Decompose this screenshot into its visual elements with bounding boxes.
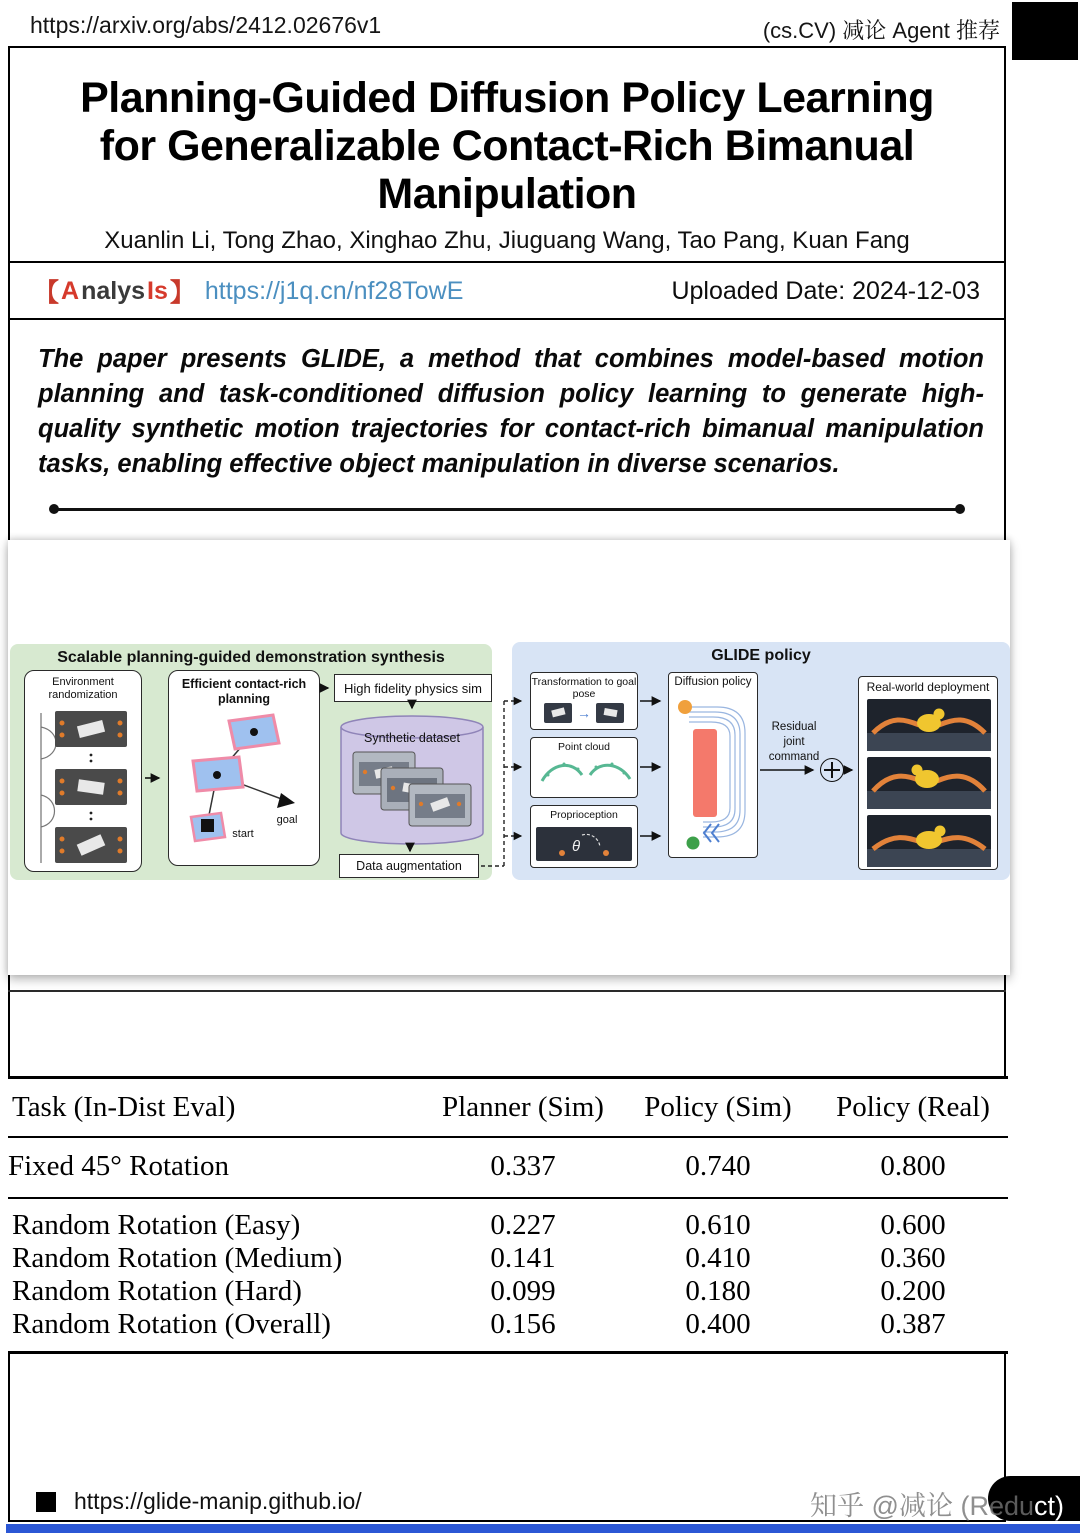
proprioception-label: Proprioception — [550, 809, 618, 821]
deployment-photo-3 — [867, 815, 991, 867]
arxiv-url[interactable]: https://arxiv.org/abs/2412.02676v1 — [30, 12, 382, 38]
diffusion-policy-illustration — [669, 693, 759, 857]
analysis-label — [34, 273, 463, 309]
row-policy-sim: 0.740 — [618, 1137, 818, 1198]
row-planner: 0.227 — [490, 1209, 556, 1241]
table-row — [8, 1275, 1008, 1308]
row-planner: 0.141 — [490, 1242, 556, 1274]
col-header-planner-sim: Planner (Sim) — [428, 1078, 618, 1138]
analysis-row — [8, 264, 1006, 318]
row-planner: 0.156 — [490, 1308, 556, 1340]
row-policy-sim: 0.610 — [685, 1209, 751, 1241]
transformation-thumbnails — [531, 703, 637, 723]
start-label: start — [232, 828, 254, 840]
environment-randomization-illustration — [27, 707, 139, 869]
theta-symbol: θ — [572, 838, 581, 856]
physics-sim-label: High fidelity physics sim — [344, 680, 482, 696]
paper-title — [8, 74, 1006, 218]
row-task: Random Rotation (Overall) — [12, 1308, 331, 1340]
analysis-is: Is — [147, 276, 168, 305]
residual-command-label: Residual joint command — [768, 721, 820, 763]
paper-figure — [8, 540, 1010, 975]
row-task: Random Rotation (Medium) — [12, 1242, 343, 1274]
col-header-policy-real: Policy (Real) — [818, 1078, 1008, 1138]
contact-rich-planning-box — [168, 670, 320, 866]
point-cloud-thumbnails — [531, 755, 637, 789]
corner-black-square — [1012, 2, 1078, 60]
col-header-task: Task (In-Dist Eval) — [8, 1078, 428, 1138]
table-row — [8, 1137, 1008, 1198]
synthetic-dataset-cylinder — [339, 714, 485, 848]
synthetic-dataset-label: Synthetic dataset — [364, 731, 460, 745]
analysis-bracket-open: 【 — [34, 279, 60, 307]
frame-top-line — [8, 46, 1006, 48]
project-square-icon — [36, 1492, 56, 1512]
proprioception-thumbnail — [531, 823, 637, 863]
analysis-mid: nalys — [81, 276, 146, 305]
table-row — [8, 1308, 1008, 1353]
uploaded-date: Uploaded Date: 2024-12-03 — [671, 276, 980, 305]
point-cloud-label: Point cloud — [558, 741, 610, 753]
goal-label: goal — [276, 814, 298, 826]
proprioception-box — [530, 805, 638, 868]
robot-duck-illustration — [867, 815, 991, 867]
row-policy-sim: 0.400 — [685, 1308, 751, 1340]
analysis-bracket-close: 】 — [169, 279, 195, 307]
paper-authors: Xuanlin Li, Tong Zhao, Xinghao Zhu, Jiuguang Wang, Tao Pang, Kuan Fang — [104, 227, 910, 254]
title-line-2: for Generalizable Contact-Rich Bimanual — [99, 122, 915, 171]
plus-combine-icon — [820, 758, 844, 782]
row-policy-sim: 0.180 — [685, 1275, 751, 1307]
dot-divider-line — [54, 508, 960, 511]
paper-summary: The paper presents GLIDE, a method that combines model-based motion planning and task-conditioned diffusion policy learning to generate high-quality synthetic motion trajectories for contact-rich bimanual manipulation tasks, enabling effective object manipulation in diverse scenarios. — [38, 345, 984, 478]
row-policy-real: 0.387 — [880, 1308, 946, 1340]
row-policy-sim: 0.410 — [685, 1242, 751, 1274]
glide-policy-panel — [512, 642, 1010, 880]
row-task: Fixed 45° Rotation — [8, 1137, 428, 1198]
diffusion-policy-box — [668, 672, 758, 858]
point-cloud-illustration — [534, 755, 634, 789]
row-policy-real: 0.200 — [880, 1275, 946, 1307]
watermark — [810, 1484, 1064, 1523]
robot-duck-illustration — [867, 757, 991, 809]
environment-randomization-label: Environment randomization — [48, 676, 118, 702]
demonstration-synthesis-panel — [10, 644, 492, 880]
title-line-1: Planning-Guided Diffusion Policy Learning — [80, 74, 934, 122]
dot-divider — [50, 503, 964, 515]
title-line-3: Manipulation — [377, 170, 637, 219]
row-policy-real: 0.600 — [880, 1209, 946, 1241]
diffusion-policy-label: Diffusion policy — [674, 676, 752, 688]
pose-after-thumb — [596, 703, 624, 723]
transformation-label: Transformation to goal pose — [531, 676, 637, 701]
planning-graph-illustration — [169, 709, 321, 864]
dot-divider-left-dot — [49, 504, 59, 514]
real-world-deployment-label: Real-world deployment — [866, 680, 990, 694]
eval-table — [8, 1076, 1008, 1354]
divider-above-analysis — [8, 261, 1006, 263]
analysis-letter-a: A — [61, 276, 80, 305]
environment-randomization-box — [24, 670, 142, 872]
analysis-link[interactable]: https://j1q.cn/nf28TowE — [204, 276, 464, 305]
point-cloud-box — [530, 737, 638, 798]
robot-duck-illustration — [867, 699, 991, 751]
project-link[interactable]: https://glide-manip.github.io/ — [74, 1488, 362, 1514]
proprioception-illustration — [536, 823, 632, 863]
row-policy-real: 0.800 — [818, 1137, 1008, 1198]
left-panel-title: Scalable planning-guided demonstration synthesis — [57, 649, 445, 666]
deployment-photo-2 — [867, 757, 991, 809]
row-planner: 0.337 — [428, 1137, 618, 1198]
real-world-deployment-box — [858, 676, 998, 870]
pose-arrow-icon: → — [577, 704, 591, 721]
table-row — [8, 1242, 1008, 1275]
table-row — [8, 1198, 1008, 1242]
row-task: Random Rotation (Easy) — [12, 1209, 301, 1241]
row-task: Random Rotation (Hard) — [12, 1275, 302, 1307]
watermark-white-text: ct) — [1034, 1491, 1064, 1521]
row-policy-real: 0.360 — [880, 1242, 946, 1274]
physics-sim-box — [334, 674, 492, 702]
dot-divider-right-dot — [955, 504, 965, 514]
transformation-box — [530, 672, 638, 730]
data-augmentation-label: Data augmentation — [356, 859, 462, 873]
table-header-row — [8, 1078, 1008, 1138]
right-panel-title: GLIDE policy — [711, 647, 811, 664]
data-augmentation-box — [339, 854, 479, 878]
watermark-gray-text: 知乎 @减论 (Redu — [810, 1491, 1034, 1521]
bottom-blue-bar — [6, 1524, 1080, 1533]
deployment-photo-1 — [867, 699, 991, 751]
pose-before-thumb — [544, 703, 572, 723]
col-header-policy-sim: Policy (Sim) — [618, 1078, 818, 1138]
divider-below-analysis — [8, 318, 1006, 320]
row-planner: 0.099 — [490, 1275, 556, 1307]
category-recommend-tag: (cs.CV) 减论 Agent 推荐 — [762, 18, 1000, 43]
divider-below-figure — [8, 990, 1006, 992]
footer — [36, 1488, 362, 1515]
contact-rich-planning-label: Efficient contact-rich planning — [181, 677, 307, 706]
